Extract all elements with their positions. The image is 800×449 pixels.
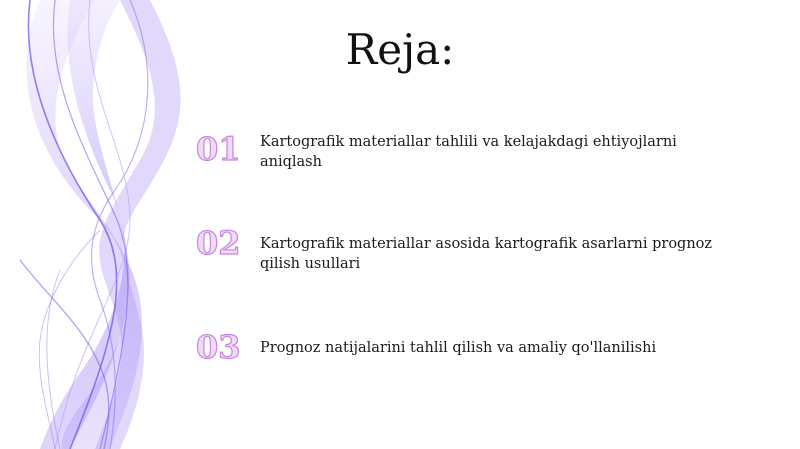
item-number-3: 03 <box>196 328 241 366</box>
item-text-3: Prognoz natijalarini tahlil qilish va amaliy qo'llanilishi <box>260 340 657 356</box>
slide-title: Reja: <box>345 25 455 74</box>
item-text-1: Kartografik materiallar tahlili va kelajakdagi ehtiyojlarni aniqlash <box>260 134 677 170</box>
item-text-2: Kartografik materiallar asosida kartografik asarlarni prognoz qilish usullari <box>260 236 713 272</box>
purple-wave-ribbon-decoration <box>0 0 200 449</box>
item-number-1: 01 <box>196 130 241 168</box>
item-number-2: 02 <box>196 224 241 262</box>
